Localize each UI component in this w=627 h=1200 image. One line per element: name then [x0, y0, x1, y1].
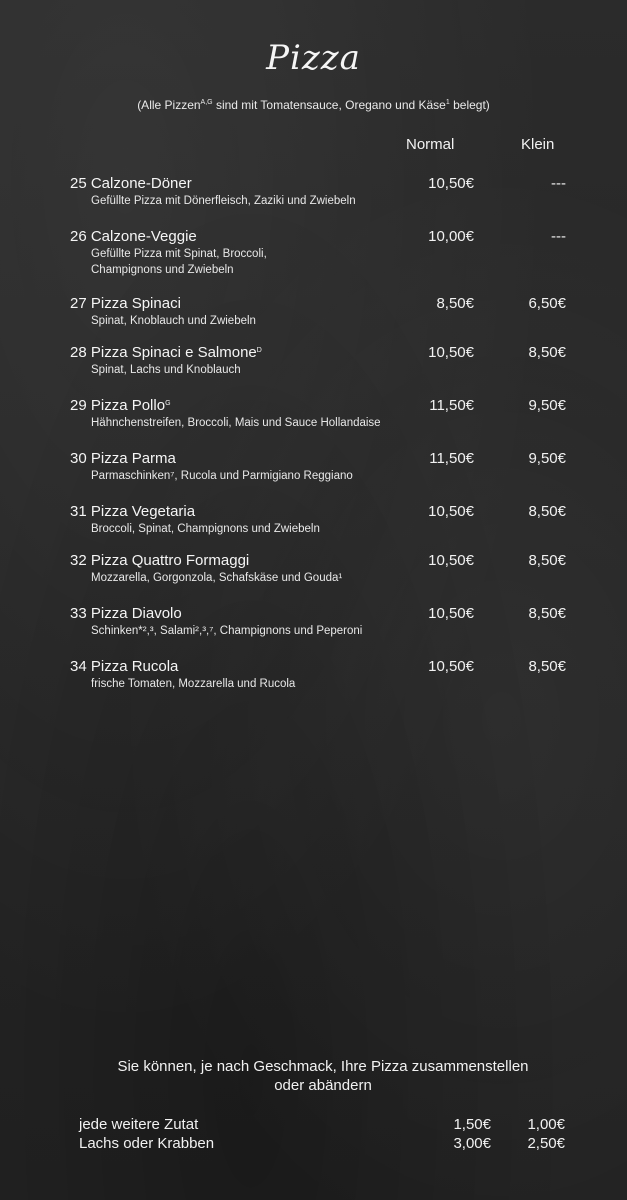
menu-item — [70, 228, 570, 278]
menu-item-title: 26 Calzone-Veggie — [70, 228, 197, 245]
menu-item-name — [70, 503, 570, 521]
price-klein: 8,50€ — [528, 552, 566, 569]
menu-item-description: Hähnchenstreifen, Broccoli, Mais und Sauce Hollandaise — [91, 417, 381, 429]
price-normal: 11,50€ — [429, 397, 474, 414]
menu-item — [70, 552, 570, 586]
price-klein: 6,50€ — [528, 295, 566, 312]
menu-item-title: 28 Pizza Spinaci e Salmone — [70, 344, 257, 361]
price-normal: 11,50€ — [429, 450, 474, 467]
menu-item-description: Mozzarella, Gorgonzola, Schafskäse und Gouda¹ — [91, 572, 343, 584]
customize-note-line: Sie können, je nach Geschmack, Ihre Pizza zusammenstellen — [117, 1058, 529, 1075]
menu-item-name — [70, 552, 570, 570]
menu-item-description: Gefüllte Pizza mit Spinat, Broccoli, — [91, 248, 267, 260]
menu-item-description: Gefüllte Pizza mit Dönerfleisch, Zaziki und Zwiebeln — [91, 195, 356, 207]
menu-item-allergen-sup: G — [165, 400, 171, 407]
price-klein: --- — [551, 175, 566, 192]
subtitle-note — [0, 98, 627, 112]
price-klein: 8,50€ — [528, 344, 566, 361]
price-klein: 8,50€ — [528, 503, 566, 520]
subtitle-sup-additive: 1 — [445, 99, 450, 106]
customize-note — [0, 1057, 627, 1095]
menu-item-name — [70, 397, 570, 415]
subtitle-middle: sind mit Tomatensauce, Oregano und Käse — [212, 98, 446, 112]
price-klein: 8,50€ — [528, 658, 566, 675]
price-normal: 10,50€ — [428, 605, 474, 622]
price-klein: 9,50€ — [528, 397, 566, 414]
extra-price-klein: 2,50€ — [527, 1135, 565, 1152]
menu-item-title: 32 Pizza Quattro Formaggi — [70, 552, 250, 569]
price-normal: 10,00€ — [428, 228, 474, 245]
menu-item — [70, 605, 570, 639]
menu-item-title: 25 Calzone-Döner — [70, 175, 192, 192]
menu-item-description: Schinken*²,³, Salami²,³,⁷, Champignons und Peperoni — [91, 625, 363, 637]
menu-item-title: 34 Pizza Rucola — [70, 658, 179, 675]
subtitle-prefix: (Alle Pizzen — [137, 98, 201, 112]
menu-item-title: 30 Pizza Parma — [70, 450, 176, 467]
menu-item-name — [70, 450, 570, 468]
menu-item-name — [70, 605, 570, 623]
extra-price-klein: 1,00€ — [527, 1116, 565, 1133]
price-normal: 10,50€ — [428, 344, 474, 361]
menu-item-description: Broccoli, Spinat, Champignons und Zwiebeln — [91, 523, 320, 535]
subtitle-sup-allergens: A,G — [200, 99, 213, 106]
extra-label: Lachs oder Krabben — [79, 1135, 215, 1152]
price-normal: 10,50€ — [428, 175, 474, 192]
menu-item-name — [70, 228, 570, 246]
extra-label: jede weitere Zutat — [79, 1116, 199, 1133]
menu-item-allergen-sup: D — [256, 347, 262, 354]
menu-item-description: Spinat, Knoblauch und Zwiebeln — [91, 315, 256, 327]
price-normal: 10,50€ — [428, 503, 474, 520]
menu-item-name — [70, 658, 570, 676]
page-title: Pizza — [266, 38, 361, 78]
menu-item — [70, 175, 570, 209]
menu-item — [70, 658, 570, 692]
extra-price-normal: 1,50€ — [453, 1116, 491, 1133]
menu-item-title: 33 Pizza Diavolo — [70, 605, 182, 622]
menu-item-description: Champignons und Zwiebeln — [91, 264, 234, 276]
menu-item-title: 31 Pizza Vegetaria — [70, 503, 196, 520]
menu-item-description: Parmaschinken⁷, Rucola und Parmigiano Reggiano — [91, 470, 353, 482]
menu-item-title: 27 Pizza Spinaci — [70, 295, 181, 312]
menu-item — [70, 344, 570, 378]
price-normal: 10,50€ — [428, 552, 474, 569]
extra-row — [79, 1116, 569, 1134]
column-header-klein: Klein — [521, 136, 555, 153]
subtitle-suffix: belegt) — [449, 98, 490, 112]
column-header-normal: Normal — [406, 136, 455, 153]
menu-item — [70, 503, 570, 537]
price-klein: 9,50€ — [528, 450, 566, 467]
price-normal: 10,50€ — [428, 658, 474, 675]
menu-item-description: Spinat, Lachs und Knoblauch — [91, 364, 241, 376]
menu-item-name — [70, 295, 570, 313]
menu-item — [70, 295, 570, 329]
menu-item-name — [70, 344, 570, 362]
menu-item-description: frische Tomaten, Mozzarella und Rucola — [91, 678, 296, 690]
menu-item-title: 29 Pizza Pollo — [70, 397, 166, 414]
price-klein: --- — [551, 228, 566, 245]
customize-note-line: oder abändern — [274, 1077, 372, 1094]
menu-item-name — [70, 175, 570, 193]
menu-item — [70, 450, 570, 484]
price-normal: 8,50€ — [436, 295, 474, 312]
extra-row — [79, 1135, 569, 1153]
price-klein: 8,50€ — [528, 605, 566, 622]
extra-price-normal: 3,00€ — [453, 1135, 491, 1152]
menu-item — [70, 397, 570, 431]
